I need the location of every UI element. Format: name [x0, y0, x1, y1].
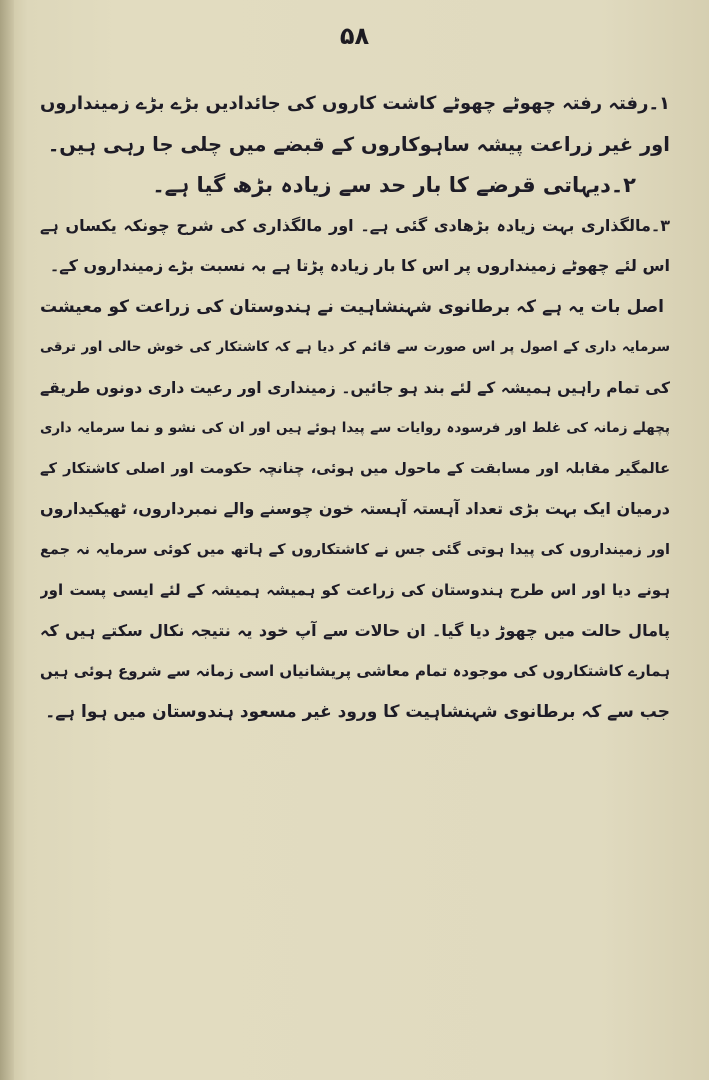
text-line: ہمارے کاشتکاروں کی موجودہ تمام معاشی پریشانیاں اسی زمانہ سے شروع ہوئی ہیں	[40, 662, 670, 680]
text-line: اور غیر زراعت پیشہ ساہوکاروں کے قبضے میں چلی جا رہی ہیں۔	[47, 132, 670, 156]
text-line: پامال حالت میں چھوڑ دیا گیا۔ ان حالات سے آپ خود یہ نتیجہ نکال سکتے ہیں کہ	[40, 620, 670, 640]
page-number: ۵۸	[339, 22, 370, 50]
page-spine-shadow	[0, 0, 14, 1080]
body-text	[40, 84, 670, 732]
text-line: اصل بات یہ ہے کہ برطانوی شہنشاہیت نے ہندوستان کی زراعت کو معیشت	[40, 296, 664, 317]
text-line: درمیان ایک بہت بڑی تعداد آہستہ آہستہ خون چوسنے والے نمبرداروں، ٹھیکیداروں	[40, 499, 670, 518]
text-line: جب سے کہ برطانوی شہنشاہیت کا ورود غیر مسعود ہندوستان میں ہوا ہے۔	[45, 701, 670, 722]
text-line: ۲۔دیہاتی قرضے کا بار حد سے زیادہ بڑھ گیا ہے۔	[152, 173, 636, 197]
text-line: سرمایہ داری کے اصول پر اس صورت سے قائم کر دیا ہے کہ کاشتکار کی خوش حالی اور ترقی	[40, 339, 670, 355]
text-line: عالمگیر مقابلہ اور مسابقت کے ماحول میں ہوئی، چنانچہ حکومت اور اصلی کاشتکار کے	[40, 460, 670, 477]
text-line: کی تمام راہیں ہمیشہ کے لئے بند ہو جائیں۔ زمینداری اور رعیت داری دونوں طریقے	[40, 378, 670, 397]
text-line: ۳۔مالگذاری بہت زیادہ بڑھادی گئی ہے۔ اور مالگذاری کی شرح چونکہ یکساں ہے	[40, 215, 670, 235]
text-line: اور زمینداروں کی پیدا ہوتی گئی جس نے کاشتکاروں کے ہاتھ میں کوئی سرمایہ نہ جمع	[40, 541, 670, 558]
text-line: اس لئے چھوٹے زمینداروں پر اس کا بار زیادہ پڑتا ہے بہ نسبت بڑے زمینداروں کے۔	[49, 256, 670, 275]
text-line: ہونے دیا اور اس طرح ہندوستان کی زراعت کو ہمیشہ ہمیشہ کے لئے ایسی پست اور	[40, 581, 670, 599]
text-line: ۱۔رفتہ رفتہ چھوٹے چھوٹے کاشت کاروں کی جائدادیں بڑے بڑے زمینداروں	[40, 93, 670, 114]
text-line: پچھلے زمانہ کی غلط اور فرسودہ روایات سے پیدا ہوئے ہیں اور ان کی نشو و نما سرمایہ داری	[40, 420, 670, 436]
